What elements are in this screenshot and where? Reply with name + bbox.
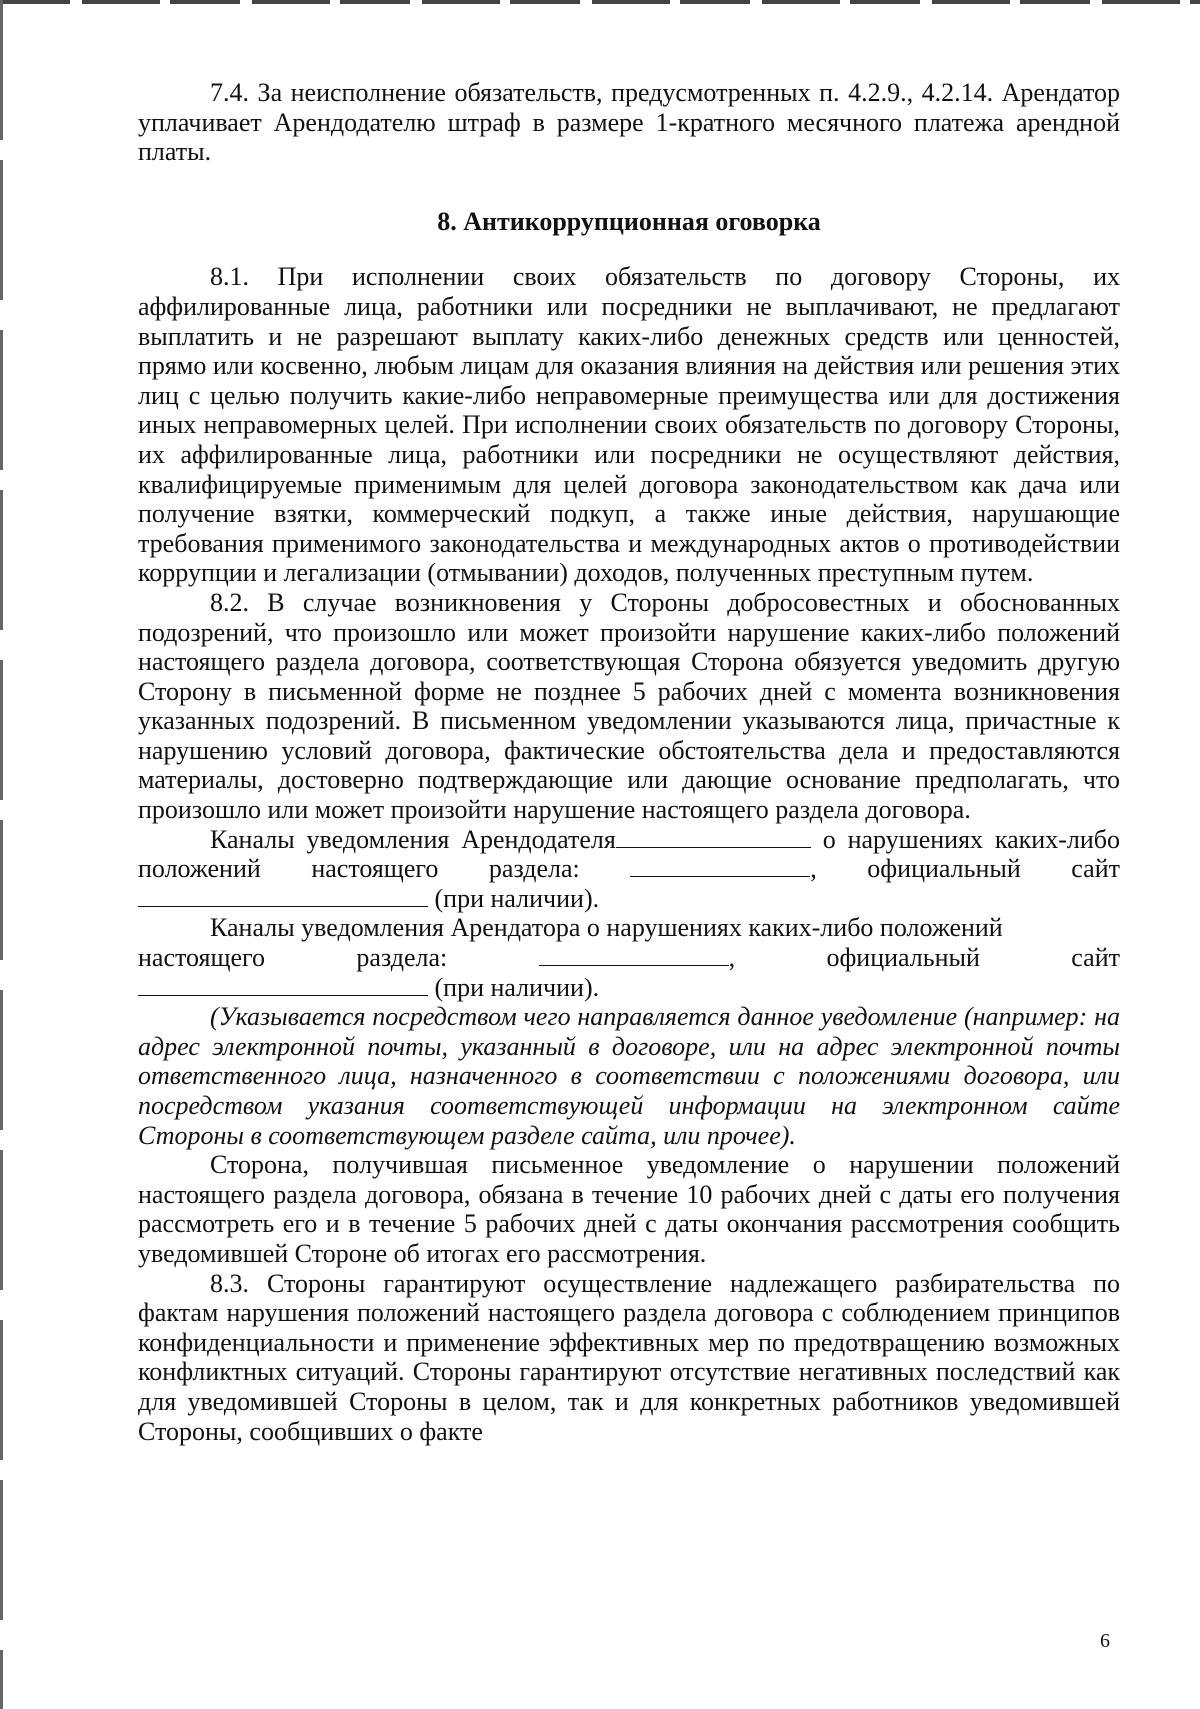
tenant-notification-channels — [138, 913, 1120, 1002]
section-8-heading: 8. Антикоррупционная оговорка — [437, 206, 821, 236]
tenant-word-sait: сайт — [1071, 943, 1120, 973]
page-number: 6 — [1100, 1630, 1110, 1652]
landlord-notification-channels — [138, 825, 1120, 914]
clause-8-2-response: Сторона, получившая письменное уведомление о нарушении положений настоящего раздела договора, обязана в течение 10 рабочих дней с даты его получения рассмотреть его и в течение 5 рабочих дней с даты окончания рассмотрения сообщить уведомившей Стороне об итогах его рассмотрения. — [138, 1150, 1120, 1268]
tenant-word-razdela: раздела: — [356, 943, 448, 973]
tenant-section-blank[interactable] — [539, 943, 729, 966]
tenant-channels-line-3 — [138, 973, 1120, 1003]
landlord-section-blank[interactable] — [630, 854, 810, 877]
clause-8-3: 8.3. Стороны гарантируют осуществление надлежащего разбирательства по фактам нарушения положений настоящего раздела договора с соблюдением принципов конфиденциальности и применение эффективных мер по предотвращению возможных конфликтных ситуаций. Стороны гарантируют отсутствие негативных последствий как для уведомившей Стороны в целом, так и для конкретных работников уведомившей Стороны, сообщивших о факте — [138, 1268, 1120, 1446]
landlord-channels-text-4: (при наличии). — [428, 883, 600, 913]
scan-top-edge — [0, 0, 1200, 4]
document-body — [138, 78, 1120, 1446]
landlord-website-blank[interactable] — [138, 884, 428, 907]
tenant-channels-line-1: Каналы уведомления Арендатора о нарушениях каких-либо положений — [210, 913, 1003, 943]
clause-8-1: 8.1. При исполнении своих обязательств по договору Стороны, их аффилированные лица, работники или посредники не выплачивают, не предлагают выплатить и не разрешают выплату каких-либо денежных средств или ценностей, прямо или косвенно, любым лицам для оказания влияния на действия или решения этих лиц с целью получить какие-либо неправомерные преимущества или для достижения иных неправомерных целей. При исполнении своих обязательств по договору Стороны, их аффилированные лица, работники или посредники не осуществляют действия, квалифицируемые применимым для целей договора законодательством как дача или получение взятки, коммерческий подкуп, а также иные действия, нарушающие требования применимого законодательства и международных актов о противодействии коррупции и легализации (отмывании) доходов, полученных преступным путем. — [138, 262, 1120, 588]
tenant-word-ofitsialny: официальный — [826, 943, 980, 973]
tenant-website-blank[interactable] — [138, 973, 428, 996]
tenant-channels-line-2 — [138, 943, 1120, 973]
tenant-channels-tail: (при наличии). — [428, 972, 600, 1002]
tenant-word-nastoyashchego: настоящего — [138, 943, 266, 973]
clause-8-2: 8.2. В случае возникновения у Стороны добросовестных и обоснованных подозрений, что произошло или может произойти нарушение каких-либо положений настоящего раздела договора, соответствующая Сторона обязуется уведомить другую Сторону в письменной форме не позднее 5 рабочих дней с момента возникновения указанных подозрений. В письменном уведомлении указываются лица, причастные к нарушению условий договора, фактические обстоятельства дела и предоставляются материалы, достоверно подтверждающие или дающие основание предполагать, что произошло или может произойти нарушение настоящего раздела договора. — [138, 587, 1120, 825]
landlord-channels-text-1: Каналы уведомления Арендодателя — [210, 824, 616, 854]
scan-left-edge — [0, 0, 3, 1709]
tenant-comma: , — [728, 943, 736, 973]
landlord-channels-text-2: о нарушениях каких-либо положений настоящего раздела: — [138, 824, 1120, 884]
notification-method-note: (Указывается посредством чего направляется данное уведомление (например: на адрес электронной почты, указанный в договоре, или на адрес электронной почты ответственного лица, назначенного в соответствии с положениями договора, или посредством указания соответствующей информации на электронном сайте Стороны в соответствующем разделе сайта, или прочее). — [138, 1002, 1120, 1150]
landlord-channel-blank[interactable] — [616, 825, 811, 848]
tenant-section-blank-wrap — [539, 943, 736, 973]
landlord-channels-text-3: , официальный сайт — [810, 854, 1120, 884]
clause-7-4: 7.4. За неисполнение обязательств, предусмотренных п. 4.2.9., 4.2.14. Арендатор уплачивает Арендодателю штраф в размере 1-кратного месячного платежа арендной платы. — [138, 78, 1120, 167]
